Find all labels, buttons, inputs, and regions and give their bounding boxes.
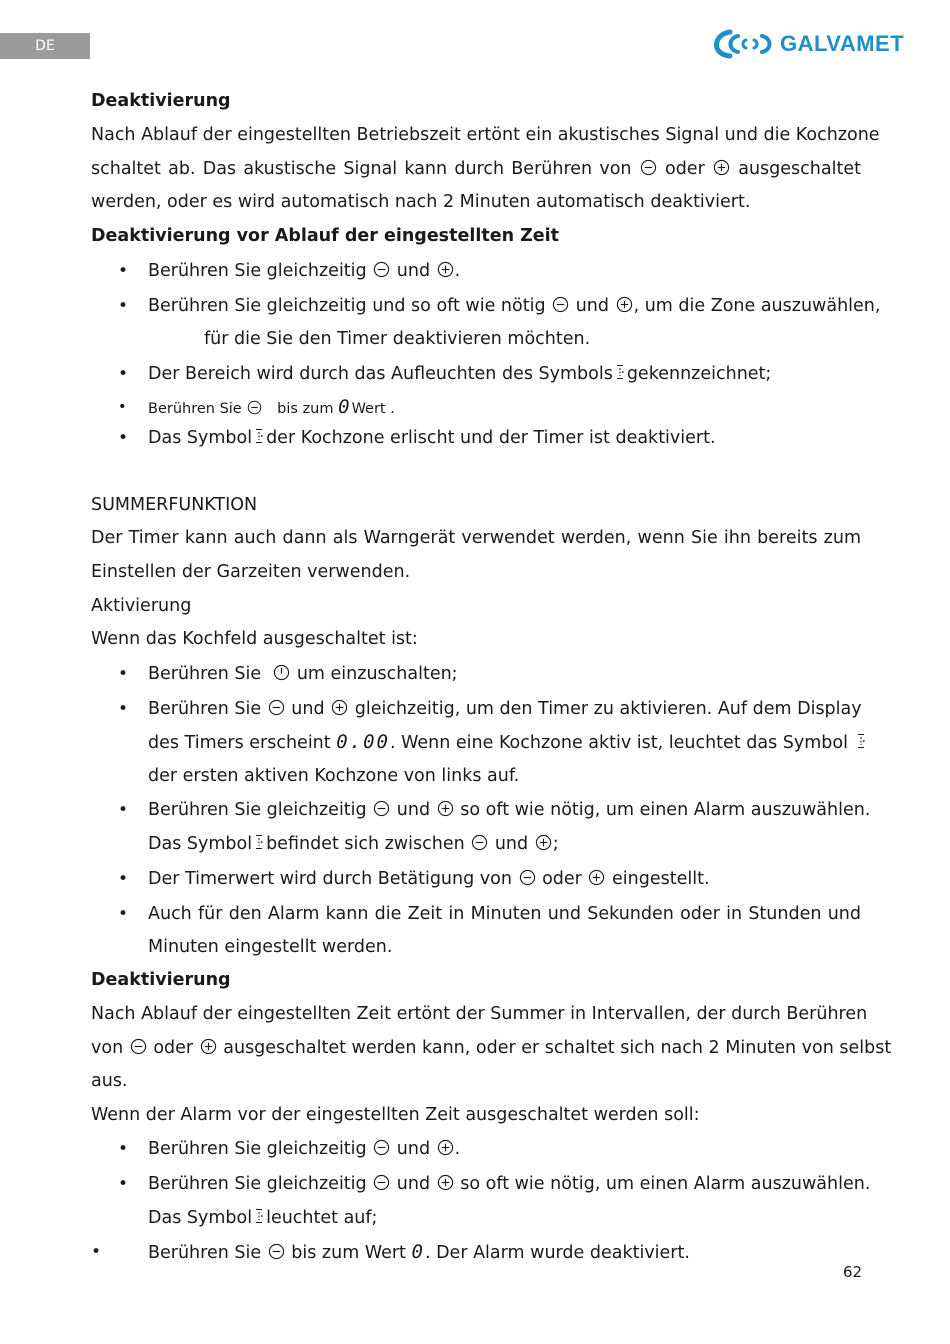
bullet-marker: • — [118, 904, 129, 924]
plus-circle-icon — [616, 296, 633, 313]
plus-circle-icon — [713, 159, 730, 176]
timer-dot-symbol-icon — [255, 1208, 263, 1224]
paragraph-line: Nach Ablauf der eingestellten Betriebszeit ertönt ein akustisches Signal und die Kochzone — [91, 125, 880, 145]
list-item-continuation: Das Symbol befindet sich zwischen und ; — [148, 834, 559, 854]
minus-circle-icon — [268, 1243, 285, 1260]
plus-circle-icon — [437, 1174, 454, 1191]
section-title: SUMMERFUNKTION — [91, 495, 258, 515]
galvamet-logo-icon — [708, 26, 776, 62]
list-item: Berühren Sie und gleichzeitig, um den Timer zu aktivieren. Auf dem Display — [148, 699, 862, 719]
minus-circle-icon — [519, 869, 536, 886]
bullet-marker: • — [118, 296, 129, 316]
list-item: Berühren Sie um einzuschalten; — [148, 664, 458, 684]
plus-circle-icon — [588, 869, 605, 886]
bullet-marker: • — [118, 699, 129, 719]
minus-circle-icon — [373, 1139, 390, 1156]
list-item: Das Symbol der Kochzone erlischt und der Timer ist deaktiviert. — [148, 428, 716, 448]
display-value: 0.00 — [336, 731, 390, 753]
list-item: Auch für den Alarm kann die Zeit in Minuten und Sekunden oder in Stunden und — [148, 904, 861, 924]
timer-dot-symbol-icon — [616, 364, 624, 380]
list-item-continuation: des Timers erscheint 0.00. Wenn eine Kochzone aktiv ist, leuchtet das Symbol — [148, 727, 861, 758]
list-item: Berühren Sie gleichzeitig und so oft wie nötig, um einen Alarm auszuwählen. — [148, 800, 871, 820]
bullet-marker: • — [118, 261, 129, 281]
bullet-marker: • — [118, 664, 129, 684]
bullet-marker: • — [118, 800, 129, 820]
timer-dot-symbol-icon — [255, 834, 263, 850]
minus-circle-icon — [130, 1038, 147, 1055]
page-number: 62 — [843, 1263, 863, 1281]
list-item: Berühren Sie bis zum Wert 0. Der Alarm wurde deaktiviert. — [148, 1241, 690, 1263]
minus-circle-icon — [247, 400, 262, 415]
list-item: Der Timerwert wird durch Betätigung von oder eingestellt. — [148, 869, 710, 889]
language-tab: DE — [0, 33, 90, 59]
timer-dot-symbol-icon — [857, 733, 865, 749]
paragraph-line: schaltet ab. Das akustische Signal kann durch Berühren von oder ausgeschaltet — [91, 159, 861, 179]
list-item-continuation: der ersten aktiven Kochzone von links auf. — [148, 766, 520, 786]
paragraph-line: von oder ausgeschaltet werden kann, oder er schaltet sich nach 2 Minuten von selbst — [91, 1038, 892, 1058]
list-item-continuation: Das Symbol leuchtet auf; — [148, 1208, 378, 1228]
brand-name: GALVAMET — [780, 31, 905, 56]
list-item-continuation: Minuten eingestellt werden. — [148, 937, 393, 957]
minus-circle-icon — [373, 1174, 390, 1191]
minus-circle-icon — [373, 800, 390, 817]
bullet-marker: • — [118, 1174, 129, 1194]
bullet-marker: • — [118, 1139, 129, 1159]
paragraph-line: aus. — [91, 1071, 128, 1091]
bullet-marker: • — [91, 1242, 102, 1262]
bullet-marker: • — [118, 364, 129, 384]
paragraph-line: Wenn der Alarm vor der eingestellten Zeit ausgeschaltet werden soll: — [91, 1105, 700, 1125]
list-item: Berühren Sie gleichzeitig und so oft wie nötig und , um die Zone auszuwählen, — [148, 296, 881, 316]
sub-heading: Deaktivierung vor Ablauf der eingestellten Zeit — [91, 226, 560, 246]
plus-circle-icon — [437, 1139, 454, 1156]
bullet-marker: • — [118, 428, 129, 448]
bullet-marker: • — [118, 869, 129, 889]
minus-circle-icon — [640, 159, 657, 176]
bullet-marker: • — [118, 399, 127, 415]
plus-circle-icon — [437, 800, 454, 817]
minus-circle-icon — [552, 296, 569, 313]
minus-circle-icon — [268, 699, 285, 716]
minus-circle-icon — [373, 261, 390, 278]
list-item: Berühren Sie gleichzeitig und . — [148, 1139, 461, 1159]
minus-circle-icon — [471, 834, 488, 851]
plus-circle-icon — [331, 699, 348, 716]
timer-dot-symbol-icon — [255, 428, 263, 444]
section-heading: Deaktivierung — [91, 970, 231, 990]
paragraph-line: Einstellen der Garzeiten verwenden. — [91, 562, 411, 582]
paragraph-line: werden, oder es wird automatisch nach 2 Minuten automatisch deaktiviert. — [91, 192, 751, 212]
plus-circle-icon — [437, 261, 454, 278]
section-heading: Deaktivierung — [91, 91, 231, 111]
list-item: Berühren Sie gleichzeitig und so oft wie nötig, um einen Alarm auszuwählen. — [148, 1174, 871, 1194]
display-zero: 0 — [411, 1241, 425, 1263]
brand-logo — [708, 26, 904, 62]
sub-heading: Aktivierung — [91, 596, 192, 616]
plus-circle-icon — [200, 1038, 217, 1055]
paragraph-line: Nach Ablauf der eingestellten Zeit ertönt der Summer in Intervallen, der durch Berühren — [91, 1004, 868, 1024]
list-item: Berühren Sie bis zum 0Wert . — [148, 396, 395, 418]
list-item: Der Bereich wird durch das Aufleuchten des Symbols gekennzeichnet; — [148, 364, 772, 384]
display-zero: 0 — [338, 396, 352, 418]
plus-circle-icon — [535, 834, 552, 851]
power-icon — [273, 664, 290, 681]
paragraph-line: Wenn das Kochfeld ausgeschaltet ist: — [91, 629, 418, 649]
list-item-continuation: für die Sie den Timer deaktivieren möchten. — [204, 329, 591, 349]
paragraph-line: Der Timer kann auch dann als Warngerät verwendet werden, wenn Sie ihn bereits zum — [91, 528, 861, 548]
list-item: Berühren Sie gleichzeitig und . — [148, 261, 461, 281]
